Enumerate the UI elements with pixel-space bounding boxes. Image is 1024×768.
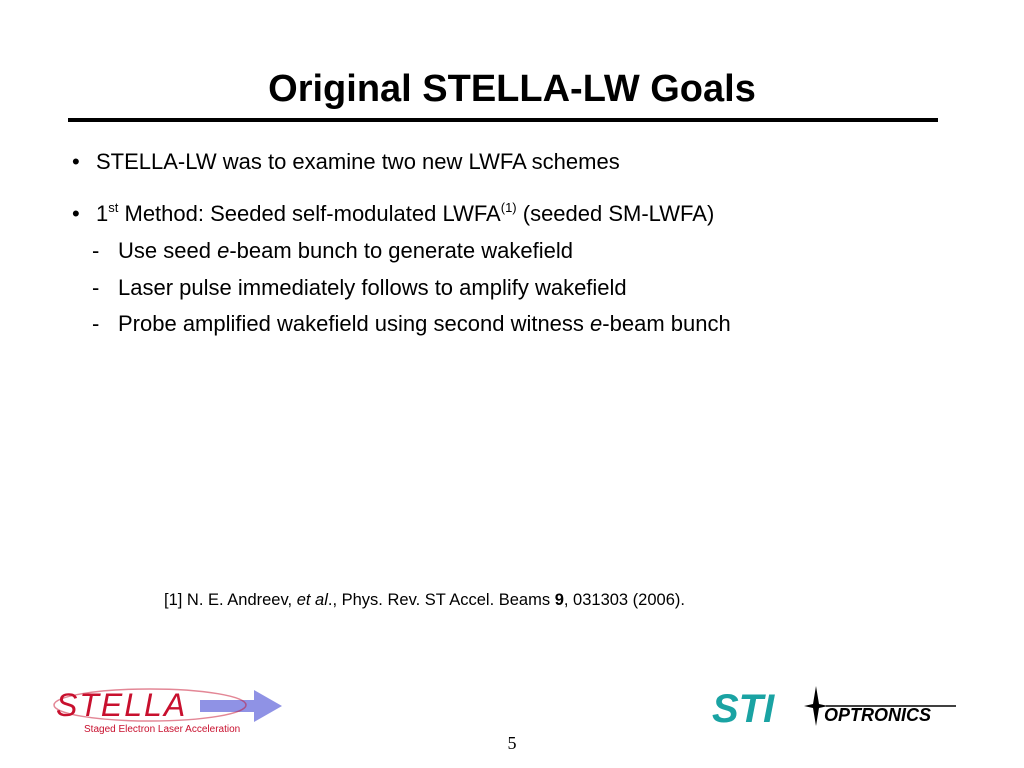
sub-dash: - [92,238,100,263]
stella-tagline: Staged Electron Laser Acceleration [84,724,241,735]
sub-text-end: -beam bunch to generate wakefield [229,238,573,263]
sub-bullet-3 [92,310,731,338]
sub-bullet-2 [92,274,627,302]
italic-e: e [590,311,603,336]
citation-superscript: (1) [500,200,517,215]
bullet-text: STELLA-LW was to examine two new LWFA schemes [96,149,620,174]
sub-text: Laser pulse immediately follows to amplify wakefield [118,275,627,300]
optronics-wordmark: OPTRONICS [824,705,932,725]
sub-dash: - [92,275,100,300]
reference-citation: [1] N. E. Andreev, et al., Phys. Rev. ST Accel. Beams 9, 031303 (2006). [164,591,685,609]
ordinal-superscript: st [108,200,119,215]
sti-wordmark: STI [712,687,775,728]
sub-bullet-1 [92,237,573,265]
sub-text-end: -beam bunch [602,311,731,336]
page-number: 5 [507,733,517,753]
sub-text: Probe amplified wakefield using second witness [118,311,591,336]
sti-optronics-logo [712,684,958,733]
title-divider [68,118,938,122]
bullet-text: Method: Seeded self-modulated LWFA [118,201,501,226]
method-number: 1 [96,201,109,226]
sub-dash: - [92,311,100,336]
bullet-item-2 [72,200,714,228]
slide-title: Original STELLA-LW Goals [268,68,756,110]
bullet-dot: • [72,149,80,174]
bullet-suffix: (seeded SM-LWFA) [516,201,715,226]
italic-e: e [217,238,230,263]
stella-logo-graphic [50,682,290,738]
stella-wordmark: STELLA [56,687,188,723]
sti-logo-graphic [712,684,958,728]
bullet-item-1 [72,148,620,176]
sub-text: Use seed [118,238,218,263]
bullet-dot: • [72,201,80,226]
